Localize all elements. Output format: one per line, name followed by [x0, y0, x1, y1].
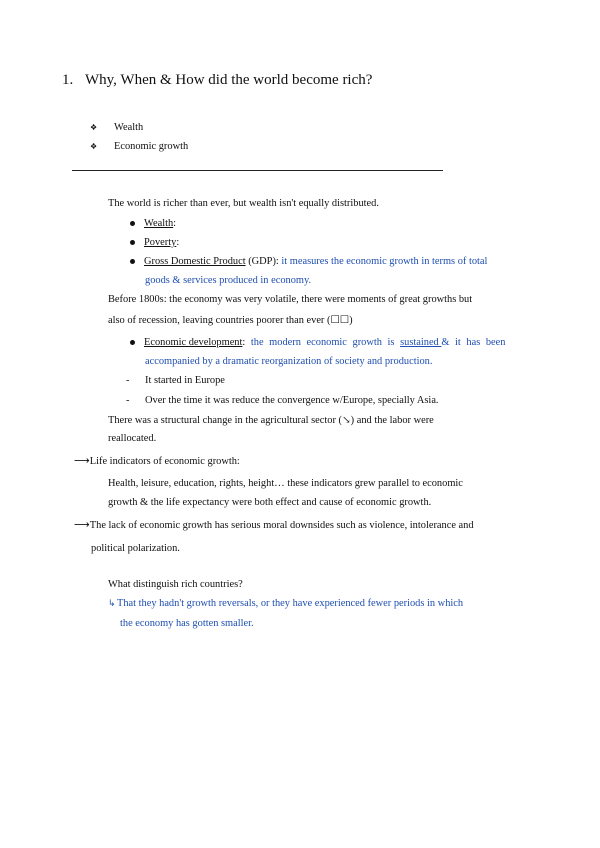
term-colon: : [242, 337, 246, 348]
outline-item [90, 141, 188, 152]
diamond-bullet-icon: ❖ [90, 123, 98, 132]
long-arrow-icon: ⟶ [74, 454, 90, 467]
bullet-item [130, 256, 487, 267]
section-heading [62, 72, 372, 89]
bullet-item [130, 218, 176, 229]
bullet-dot-icon [130, 240, 135, 245]
answer-text: That they hadn't growth reversals, or they have experienced fewer periods in which [117, 598, 464, 609]
gdp-definition: it measures the economic growth in terms of total [281, 256, 488, 267]
econ-dev-def-cont: accompanied by a dramatic reorganization of society and production. [145, 356, 433, 367]
dash-marker: - [126, 395, 130, 406]
heading-text: Why, When & How did the world become rich? [85, 72, 373, 88]
life-indicators-line1: Health, leisure, education, rights, height… these indicators grew parallel to economic [108, 478, 463, 489]
heading-number: 1. [62, 72, 74, 88]
structural-line2: reallocated. [108, 433, 157, 444]
bullet-item [130, 337, 505, 348]
term-economic-development: Economic development [144, 337, 243, 348]
before-1800-line1: Before 1800s: the economy was very volatile, there were moments of great growths but [108, 294, 473, 305]
term-poverty: Poverty [144, 237, 177, 248]
bullet-dot-icon [130, 221, 135, 226]
bullet-dot-icon [130, 259, 135, 264]
sub-arrow-icon: ↳ [108, 599, 116, 609]
outline-item [90, 122, 143, 133]
horizontal-divider [72, 170, 443, 171]
answer-line1 [108, 598, 463, 609]
dash-item-text: It started in Europe [145, 375, 225, 386]
term-wealth: Wealth [144, 218, 174, 229]
diamond-bullet-icon: ❖ [90, 142, 98, 151]
intro-text: The world is richer than ever, but wealth isn't equally distributed. [108, 198, 379, 209]
moral-line1 [74, 518, 474, 531]
term-colon: : [176, 237, 180, 248]
outline-item-text: Wealth [114, 122, 144, 133]
question-text: What distinguish rich countries? [108, 579, 243, 590]
bullet-dot-icon [130, 340, 135, 345]
dash-item [126, 375, 225, 386]
term-colon: : [173, 218, 177, 229]
life-indicators-heading [74, 454, 240, 467]
answer-line2: the economy has gotten smaller. [120, 618, 254, 629]
dash-marker: - [126, 375, 130, 386]
gdp-abbrev: (GDP): [245, 256, 282, 267]
term-gdp: Gross Domestic Product [144, 256, 246, 267]
outline-item-text: Economic growth [114, 141, 189, 152]
dash-item-text: Over the time it was reduce the convergence w/Europe, specially Asia. [145, 395, 439, 406]
econ-dev-def-b: & it has been [441, 337, 506, 348]
life-indicators-line2: growth & the life expectancy were both effect and cause of economic growth. [108, 497, 432, 508]
dash-item [126, 395, 439, 406]
life-indicators-title: Life indicators of economic growth: [89, 456, 240, 467]
moral-text: The lack of economic growth has serious moral downsides such as violence, intolerance and [89, 520, 474, 531]
structural-line1: There was a structural change in the agricultural sector (↘) and the labor were [108, 415, 434, 426]
bullet-item [130, 237, 179, 248]
econ-dev-sustained: sustained [400, 337, 442, 348]
long-arrow-icon: ⟶ [74, 518, 90, 531]
gdp-definition-cont: goods & services produced in economy. [145, 275, 312, 286]
econ-dev-def-a: the modern economic growth is [245, 337, 401, 348]
moral-line2: political polarization. [91, 543, 180, 554]
before-1800-line2: also of recession, leaving countries poorer than ever (☐☐) [108, 315, 353, 326]
